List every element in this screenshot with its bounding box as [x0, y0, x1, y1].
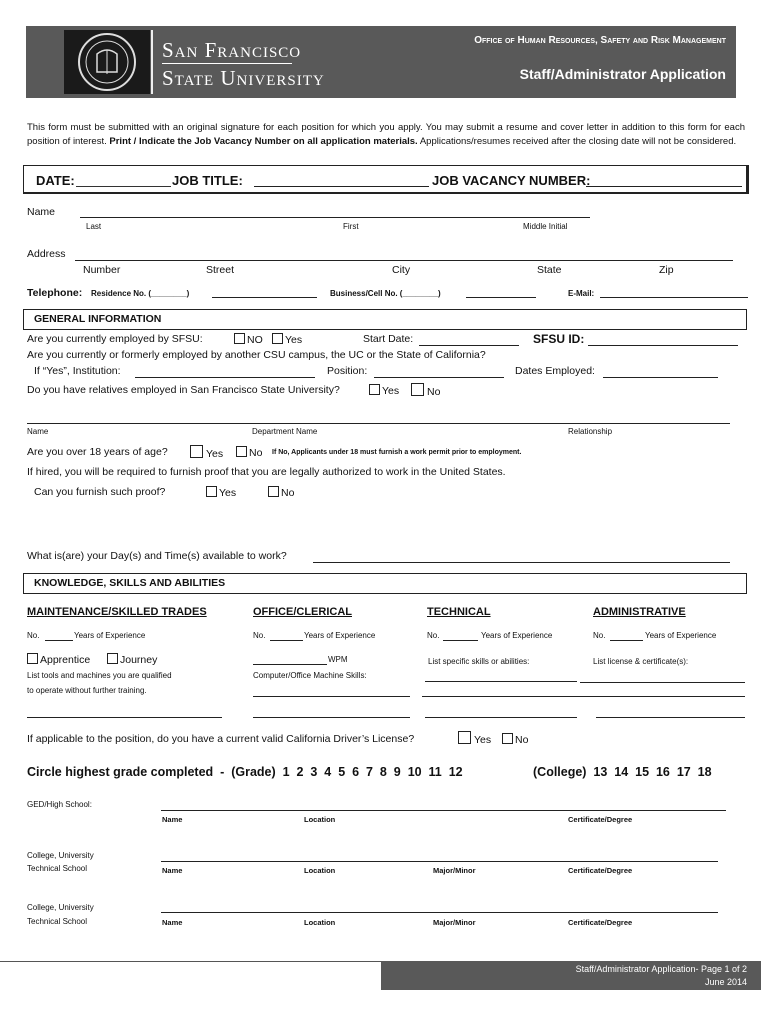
checkbox[interactable] [190, 445, 203, 458]
business-field[interactable] [466, 297, 536, 298]
relatives-no-label: No [427, 386, 441, 398]
availability-field[interactable] [313, 562, 730, 563]
application-title: Staff/Administrator Application [519, 66, 726, 82]
relatives-yes-label: Yes [382, 385, 400, 397]
computer-skills-field-2[interactable] [253, 717, 410, 718]
date-label: DATE: [36, 173, 75, 188]
college2-label-2: Technical School [27, 917, 88, 926]
college1-label-1: College, University [27, 851, 94, 860]
page-footer [381, 961, 761, 990]
col-office-heading: OFFICE/CLERICAL [253, 606, 352, 618]
checkbox[interactable] [458, 731, 471, 744]
employed-no-option[interactable] [234, 333, 263, 346]
email-label: E-Mail: [568, 289, 595, 298]
employed-yes-option[interactable] [272, 333, 302, 346]
proof-no-option[interactable] [268, 486, 294, 499]
footer-rule [0, 961, 381, 962]
name-middle-label: Middle Initial [523, 222, 568, 231]
position-label: Position: [327, 365, 368, 377]
col-technical-heading: TECHNICAL [427, 606, 491, 618]
college2-name-label: Name [162, 918, 183, 927]
admin-license-field-3[interactable] [596, 717, 745, 718]
wpm-field[interactable] [253, 664, 327, 665]
admin-license-field-1[interactable] [580, 682, 745, 683]
business-label: Business/Cell No. (________) [330, 289, 441, 298]
date-field[interactable] [76, 186, 171, 187]
ksa-heading: KNOWLEDGE, SKILLS AND ABILITIES [34, 577, 226, 589]
relatives-no-option[interactable] [411, 383, 440, 398]
vacancy-label: JOB VACANCY NUMBER: [432, 173, 591, 188]
license-no-label: No [515, 734, 529, 746]
vacancy-field[interactable] [586, 186, 742, 187]
col-maintenance-heading: MAINTENANCE/SKILLED TRADES [27, 606, 207, 618]
office-no-label: No. [253, 631, 266, 640]
checkbox[interactable] [107, 653, 118, 664]
tech-skills-label: List specific skills or abilities: [428, 657, 530, 666]
address-zip-label: Zip [659, 264, 674, 276]
ged-name-label: Name [162, 815, 183, 824]
ged-location-label: Location [304, 815, 336, 824]
college1-field[interactable] [161, 861, 718, 862]
college1-label-2: Technical School [27, 864, 88, 873]
university-name-line1: San Francisco [162, 38, 302, 62]
intro-text [27, 121, 745, 149]
residence-field[interactable] [212, 297, 317, 298]
ged-label: GED/High School: [27, 800, 92, 809]
general-info-section-header [23, 309, 747, 330]
proof-yes-label: Yes [219, 487, 237, 499]
relative-name-label: Name [27, 427, 49, 436]
ged-cert-label: Certificate/Degree [568, 815, 633, 824]
proof-no-label: No [281, 487, 295, 499]
relatives-field[interactable] [27, 423, 730, 424]
sfsu-id-field[interactable] [588, 345, 738, 346]
tech-skills-field-1[interactable] [425, 681, 577, 682]
apprentice-label: Apprentice [40, 654, 91, 666]
college2-location-label: Location [304, 918, 336, 927]
address-city-label: City [392, 264, 411, 276]
checkbox[interactable] [272, 333, 283, 344]
age-yes-option[interactable] [190, 445, 223, 460]
employed-yes-label: Yes [285, 334, 303, 346]
journey-option[interactable] [107, 653, 157, 666]
college1-major-label: Major/Minor [433, 866, 476, 875]
q-relatives: Do you have relatives employed in San Francisco State University? [27, 384, 340, 396]
wpm-label: WPM [328, 655, 348, 664]
tech-years-label: Years of Experience [481, 631, 553, 640]
office-name: Office of Human Resources, Safety and Risk Management [474, 35, 726, 46]
college2-cert-label: Certificate/Degree [568, 918, 633, 927]
admin-years-field[interactable] [610, 640, 643, 641]
address-street-label: Street [206, 264, 235, 276]
college2-label-1: College, University [27, 903, 94, 912]
checkbox[interactable] [268, 486, 279, 497]
col-admin-heading: ADMINISTRATIVE [593, 606, 686, 618]
name-first-label: First [343, 222, 359, 231]
tech-admin-field-2[interactable] [422, 696, 745, 697]
office-years-field[interactable] [270, 640, 303, 641]
tech-skills-field-3[interactable] [425, 717, 577, 718]
proof-yes-option[interactable] [206, 486, 236, 499]
institution-field[interactable] [135, 377, 315, 378]
university-name-line2: State University [162, 66, 325, 90]
computer-skills-field-1[interactable] [253, 696, 410, 697]
university-seal-logo [64, 30, 150, 94]
footer-page-info: Staff/Administrator Application- Page 1 of 2 [575, 964, 747, 974]
start-date-field[interactable] [419, 345, 519, 346]
footer-date: June 2014 [704, 977, 747, 987]
college-grade-label: (College) 13 14 15 16 17 18 [533, 765, 712, 779]
dates-employed-label: Dates Employed: [515, 365, 595, 377]
apprentice-option[interactable] [27, 653, 90, 666]
age-no-option[interactable] [236, 446, 262, 459]
license-yes-option[interactable] [458, 731, 491, 746]
page-header [26, 26, 736, 98]
q-proof: Can you furnish such proof? [34, 486, 166, 498]
maint-years-field[interactable] [45, 640, 73, 641]
address-label: Address [27, 248, 66, 260]
tools-field[interactable] [27, 717, 222, 718]
college1-location-label: Location [304, 866, 336, 875]
checkbox[interactable] [206, 486, 217, 497]
tools-label-1: List tools and machines you are qualified [27, 671, 172, 680]
email-field[interactable] [600, 297, 748, 298]
journey-label: Journey [120, 654, 158, 666]
q-availability: What is(are) your Day(s) and Time(s) available to work? [27, 550, 287, 562]
name-label: Name [27, 206, 56, 218]
intro-part1: This form must be submitted with an original signature for each position for which you apply. You may submit a resume and cover letter in addition to this form for each position of interest. [27, 122, 745, 147]
position-field[interactable] [374, 377, 504, 378]
age-note: If No, Applicants under 18 must furnish a work permit prior to employment. [272, 449, 522, 456]
tools-label-2: to operate without further training. [27, 686, 147, 695]
checkbox[interactable] [27, 653, 38, 664]
dates-employed-field[interactable] [603, 377, 718, 378]
q-license: If applicable to the position, do you have a current valid California Driver’s License? [27, 733, 415, 745]
tech-years-field[interactable] [443, 640, 478, 641]
q-employed-sfsu: Are you currently employed by SFSU: [27, 333, 203, 345]
job-title-label: JOB TITLE: [172, 173, 243, 188]
relative-dept-label: Department Name [252, 427, 318, 436]
telephone-label: Telephone: [27, 287, 83, 299]
ged-field[interactable] [161, 810, 726, 811]
tech-no-label: No. [427, 631, 440, 640]
age-no-label: No [249, 447, 263, 459]
college1-name-label: Name [162, 866, 183, 875]
maint-no-label: No. [27, 631, 40, 640]
circle-grade-label: Circle highest grade completed - (Grade) 1 2 3 4 5 6 7 8 9 10 11 12 [27, 765, 463, 779]
checkbox[interactable] [234, 333, 245, 344]
start-date-label: Start Date: [363, 333, 414, 345]
employed-no-label: NO [247, 334, 263, 346]
residence-label: Residence No. (________) [91, 289, 190, 298]
relatives-yes-option[interactable] [369, 384, 399, 397]
maint-years-label: Years of Experience [74, 631, 146, 640]
computer-skills-label: Computer/Office Machine Skills: [253, 671, 367, 680]
license-yes-label: Yes [474, 734, 492, 746]
checkbox[interactable] [502, 733, 513, 744]
college1-cert-label: Certificate/Degree [568, 866, 633, 875]
university-name-rule [162, 63, 292, 64]
name-last-label: Last [86, 222, 102, 231]
proof-statement: If hired, you will be required to furnish proof that you are legally authorized to work in the United States. [27, 466, 506, 478]
college2-field[interactable] [161, 912, 718, 913]
job-title-field[interactable] [254, 186, 429, 187]
office-years-label: Years of Experience [304, 631, 376, 640]
admin-years-label: Years of Experience [645, 631, 717, 640]
intro-part2: Applications/resumes received after the closing date will not be considered. [417, 136, 737, 147]
general-info-heading: GENERAL INFORMATION [34, 313, 162, 325]
q-csu-employment: Are you currently or formerly employed by another CSU campus, the UC or the State of California? [27, 349, 486, 361]
address-number-label: Number [83, 264, 121, 276]
ksa-section-header [23, 573, 747, 594]
institution-label: If “Yes”, Institution: [34, 365, 121, 377]
address-state-label: State [537, 264, 562, 276]
name-field[interactable] [80, 217, 590, 218]
intro-bold: Print / Indicate the Job Vacancy Number on all application materials. [109, 136, 418, 147]
checkbox[interactable] [236, 446, 247, 457]
checkbox[interactable] [369, 384, 380, 395]
admin-license-label: List license & certificate(s): [593, 657, 689, 666]
q-age: Are you over 18 years of age? [27, 446, 168, 458]
job-info-box [23, 165, 749, 194]
checkbox[interactable] [411, 383, 424, 396]
sfsu-id-label: SFSU ID: [533, 332, 585, 346]
header-divider [151, 30, 153, 94]
address-field[interactable] [75, 260, 733, 261]
relative-relationship-label: Relationship [568, 427, 613, 436]
age-yes-label: Yes [206, 448, 224, 460]
admin-no-label: No. [593, 631, 606, 640]
license-no-option[interactable] [502, 733, 528, 746]
college2-major-label: Major/Minor [433, 918, 476, 927]
